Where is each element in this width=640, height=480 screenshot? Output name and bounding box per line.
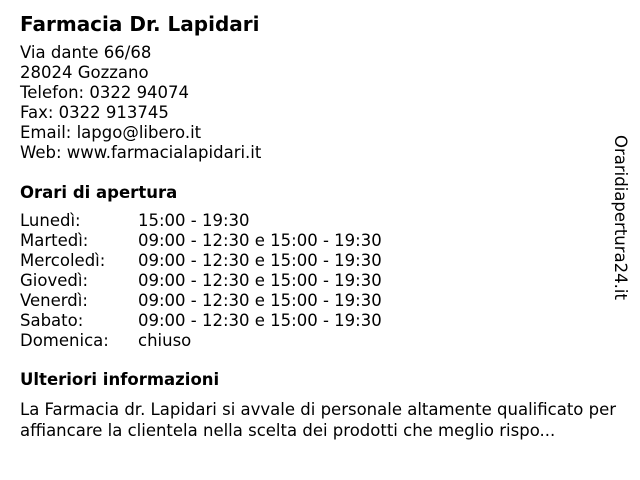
- page-title: Farmacia Dr. Lapidari: [20, 12, 260, 36]
- pharmacy-info-card: [20, 10, 617, 441]
- more-info-text: La Farmacia dr. Lapidari si avvale di personale altamente qualificato per affiancare la clientela nella scelta dei prodotti che meglio rispo...: [20, 400, 617, 440]
- hours-row: [20, 291, 610, 311]
- hours-row: [20, 271, 610, 291]
- hours-time: 09:00 - 12:30 e 15:00 - 19:30: [138, 271, 382, 290]
- more-info-heading: Ulteriori informazioni: [20, 370, 220, 389]
- hours-day: Venerdì:: [20, 291, 88, 310]
- hours-time: 09:00 - 12:30 e 15:00 - 19:30: [138, 291, 382, 310]
- hours-row: [20, 231, 610, 251]
- web-line: Web: www.farmacialapidari.it: [20, 143, 262, 162]
- email-line: Email: lapgo@libero.it: [20, 123, 202, 142]
- hours-time: 09:00 - 12:30 e 15:00 - 19:30: [138, 311, 382, 330]
- hours-day: Domenica:: [20, 331, 109, 350]
- hours-time: chiuso: [138, 331, 192, 350]
- hours-row: [20, 311, 610, 331]
- hours-day: Giovedì:: [20, 271, 88, 290]
- city-line: 28024 Gozzano: [20, 63, 149, 82]
- site-watermark-label: Oraridiapertura24.it: [611, 135, 630, 300]
- hours-day: Lunedì:: [20, 211, 81, 230]
- phone-line: Telefon: 0322 94074: [20, 83, 190, 102]
- hours-time: 09:00 - 12:30 e 15:00 - 19:30: [138, 231, 382, 250]
- contact-block: [20, 43, 610, 163]
- fax-line: Fax: 0322 913745: [20, 103, 169, 122]
- hours-day: Sabato:: [20, 311, 84, 330]
- address-line: Via dante 66/68: [20, 43, 152, 62]
- hours-heading: Orari di apertura: [20, 183, 178, 202]
- hours-day: Mercoledì:: [20, 251, 106, 270]
- hours-row: [20, 211, 610, 231]
- hours-time: 15:00 - 19:30: [138, 211, 250, 230]
- hours-row: [20, 251, 610, 271]
- hours-day: Martedì:: [20, 231, 89, 250]
- hours-time: 09:00 - 12:30 e 15:00 - 19:30: [138, 251, 382, 270]
- hours-table: [20, 211, 610, 351]
- hours-row: [20, 331, 610, 351]
